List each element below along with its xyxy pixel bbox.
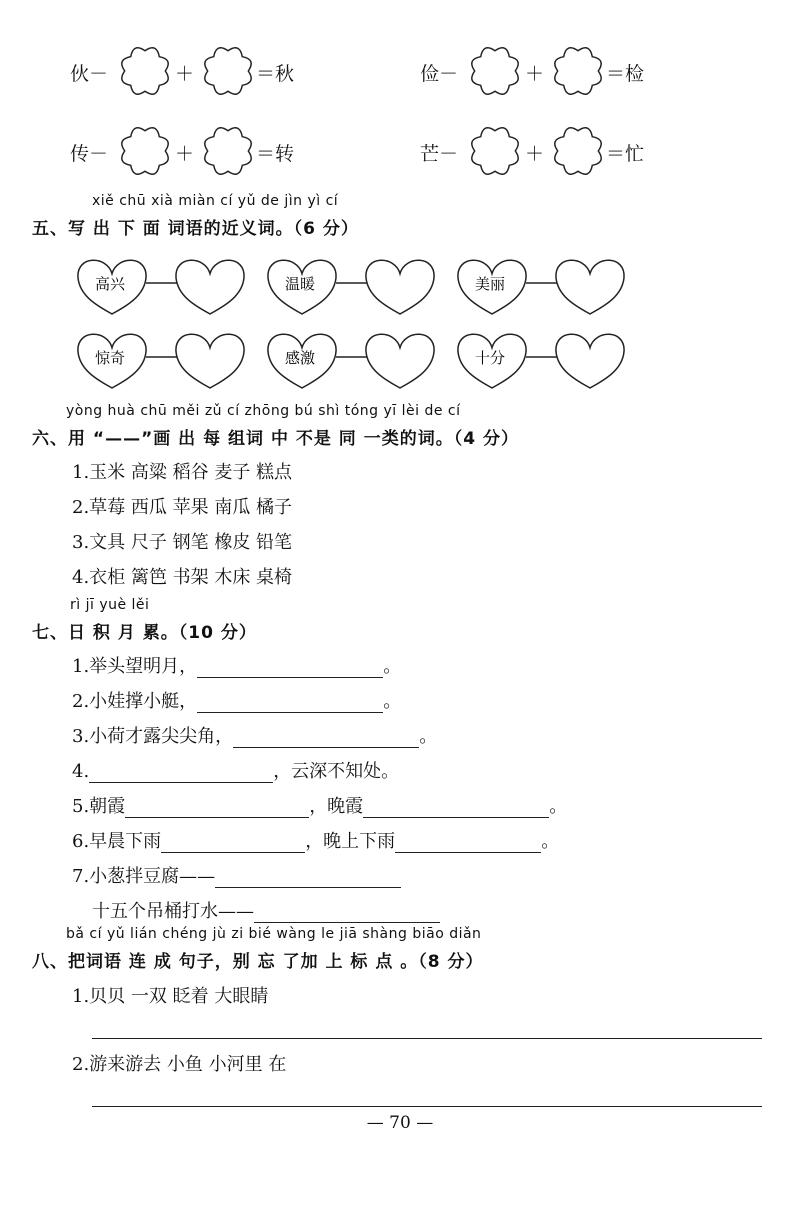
- heart-pair: [76, 330, 256, 390]
- sec8-title: 八、把词语 连 成 句子，别 忘 了加 上 标 点 。（8 分）: [32, 952, 484, 972]
- answer-blank-q2[interactable]: [197, 694, 383, 713]
- sec7-pinyin: rì jī yuè lěi: [70, 597, 150, 613]
- answer-blank-q6a[interactable]: [161, 834, 305, 853]
- heart-word-label: 惊奇: [94, 349, 126, 367]
- sec7-q4: [72, 757, 399, 783]
- sec7-q5-text: 5.朝霞: [72, 796, 126, 817]
- equation-left-text: 传－: [70, 143, 109, 165]
- sec7-q4-text: ，云深不知处。: [273, 761, 400, 782]
- sec8-pinyin: bǎ cí yǔ lián chéng jù zi bié wàng le jiā shàng biāo diǎn: [66, 926, 482, 942]
- answer-heart[interactable]: [556, 334, 624, 388]
- sec7-q7a-text: 7.小葱拌豆腐——: [72, 866, 216, 887]
- sec7-q6-text: 6.早晨下雨: [72, 831, 162, 852]
- flower-equation: [420, 44, 660, 100]
- flower-equation: [70, 124, 310, 180]
- page-number: — 70 —: [366, 1113, 434, 1133]
- sec7-q2: [72, 687, 401, 713]
- answer-heart[interactable]: [556, 260, 624, 314]
- flower-blank-2[interactable]: [555, 128, 601, 174]
- answer-blank-q6b[interactable]: [395, 834, 541, 853]
- sec6-pinyin: yòng huà chū měi zǔ cí zhōng bú shì tóng yī lèi de cí: [66, 403, 461, 419]
- equation-left-text: 俭－: [420, 63, 459, 85]
- sec7-q4-number: 4.: [72, 761, 90, 782]
- sec7-q5-mid: ，晚霞: [309, 796, 364, 817]
- heart-word-label: 美丽: [474, 275, 506, 293]
- equation-right-text: ＝检: [606, 63, 645, 85]
- sec8-q2: 2.游来游去 小鱼 小河里 在: [72, 1054, 287, 1075]
- sec7-q7a: [72, 862, 401, 888]
- sec7-q3: [72, 722, 437, 748]
- heart-word-label: 高兴: [94, 275, 126, 293]
- sec8-q1: 1.贝贝 一双 眨着 大眼睛: [72, 986, 269, 1007]
- flower-blank-1[interactable]: [122, 48, 168, 94]
- sec6-item-4: 4.衣柜 篱笆 书架 木床 桌椅: [72, 567, 293, 588]
- sec7-title: 七、日 积 月 累。（10 分）: [32, 623, 257, 643]
- equation-right-text: ＝忙: [606, 143, 645, 165]
- plus-sign: ＋: [175, 63, 195, 85]
- flower-blank-2[interactable]: [205, 128, 251, 174]
- answer-line-1[interactable]: [92, 1038, 762, 1039]
- flower-blank-1[interactable]: [122, 128, 168, 174]
- answer-line-2[interactable]: [92, 1106, 762, 1107]
- sec7-q2-text: 2.小娃撑小艇，: [72, 691, 198, 712]
- answer-heart[interactable]: [176, 334, 244, 388]
- sec7-q7b-text: 十五个吊桶打水——: [92, 901, 254, 922]
- period: 。: [419, 726, 438, 747]
- heart-pair: [76, 256, 256, 316]
- period: 。: [541, 831, 560, 852]
- sec7-q7b: [92, 897, 440, 923]
- answer-blank-q7b[interactable]: [254, 904, 440, 923]
- answer-heart[interactable]: [366, 334, 434, 388]
- plus-sign: ＋: [525, 143, 545, 165]
- sec5-pinyin: xiě chū xià miàn cí yǔ de jìn yì cí: [92, 193, 339, 209]
- sec7-q3-text: 3.小荷才露尖尖角，: [72, 726, 234, 747]
- answer-blank-q1[interactable]: [197, 659, 383, 678]
- heart-word-label: 温暖: [284, 275, 316, 293]
- flower-equation: [70, 44, 310, 100]
- equation-right-text: ＝转: [256, 143, 295, 165]
- period: 。: [383, 656, 402, 677]
- flower-blank-1[interactable]: [472, 48, 518, 94]
- answer-heart[interactable]: [366, 260, 434, 314]
- period: 。: [549, 796, 568, 817]
- heart-word-label: 十分: [474, 349, 506, 367]
- answer-blank-q5a[interactable]: [125, 799, 309, 818]
- flower-blank-2[interactable]: [205, 48, 251, 94]
- sec7-q6-mid: ，晚上下雨: [305, 831, 396, 852]
- flower-blank-2[interactable]: [555, 48, 601, 94]
- heart-pair: [456, 330, 636, 390]
- plus-sign: ＋: [525, 63, 545, 85]
- sec6-item-1: 1.玉米 高粱 稻谷 麦子 糕点: [72, 462, 293, 483]
- sec6-item-3: 3.文具 尺子 钢笔 橡皮 铅笔: [72, 532, 293, 553]
- equation-left-text: 伙－: [70, 63, 109, 85]
- heart-word-label: 感激: [284, 349, 316, 367]
- sec7-q6: [72, 827, 559, 853]
- equation-right-text: ＝秋: [256, 63, 295, 85]
- heart-pair: [456, 256, 636, 316]
- sec6-item-2: 2.草莓 西瓜 苹果 南瓜 橘子: [72, 497, 293, 518]
- sec6-title: 六、用 “——”画 出 每 组词 中 不是 同 一类的词。（4 分）: [32, 429, 519, 449]
- flower-blank-1[interactable]: [472, 128, 518, 174]
- equation-left-text: 芒－: [420, 143, 459, 165]
- sec7-q1-text: 1.举头望明月，: [72, 656, 198, 677]
- answer-blank-q5b[interactable]: [363, 799, 549, 818]
- period: 。: [383, 691, 402, 712]
- flower-equation: [420, 124, 660, 180]
- sec7-q5: [72, 792, 567, 818]
- sec5-title: 五、写 出 下 面 词语的近义词。（6 分）: [32, 219, 359, 239]
- heart-pair: [266, 330, 446, 390]
- answer-blank-q4[interactable]: [89, 764, 273, 783]
- answer-blank-q3[interactable]: [233, 729, 419, 748]
- sec7-q1: [72, 652, 401, 678]
- answer-heart[interactable]: [176, 260, 244, 314]
- plus-sign: ＋: [175, 143, 195, 165]
- heart-pair: [266, 256, 446, 316]
- answer-blank-q7a[interactable]: [215, 869, 401, 888]
